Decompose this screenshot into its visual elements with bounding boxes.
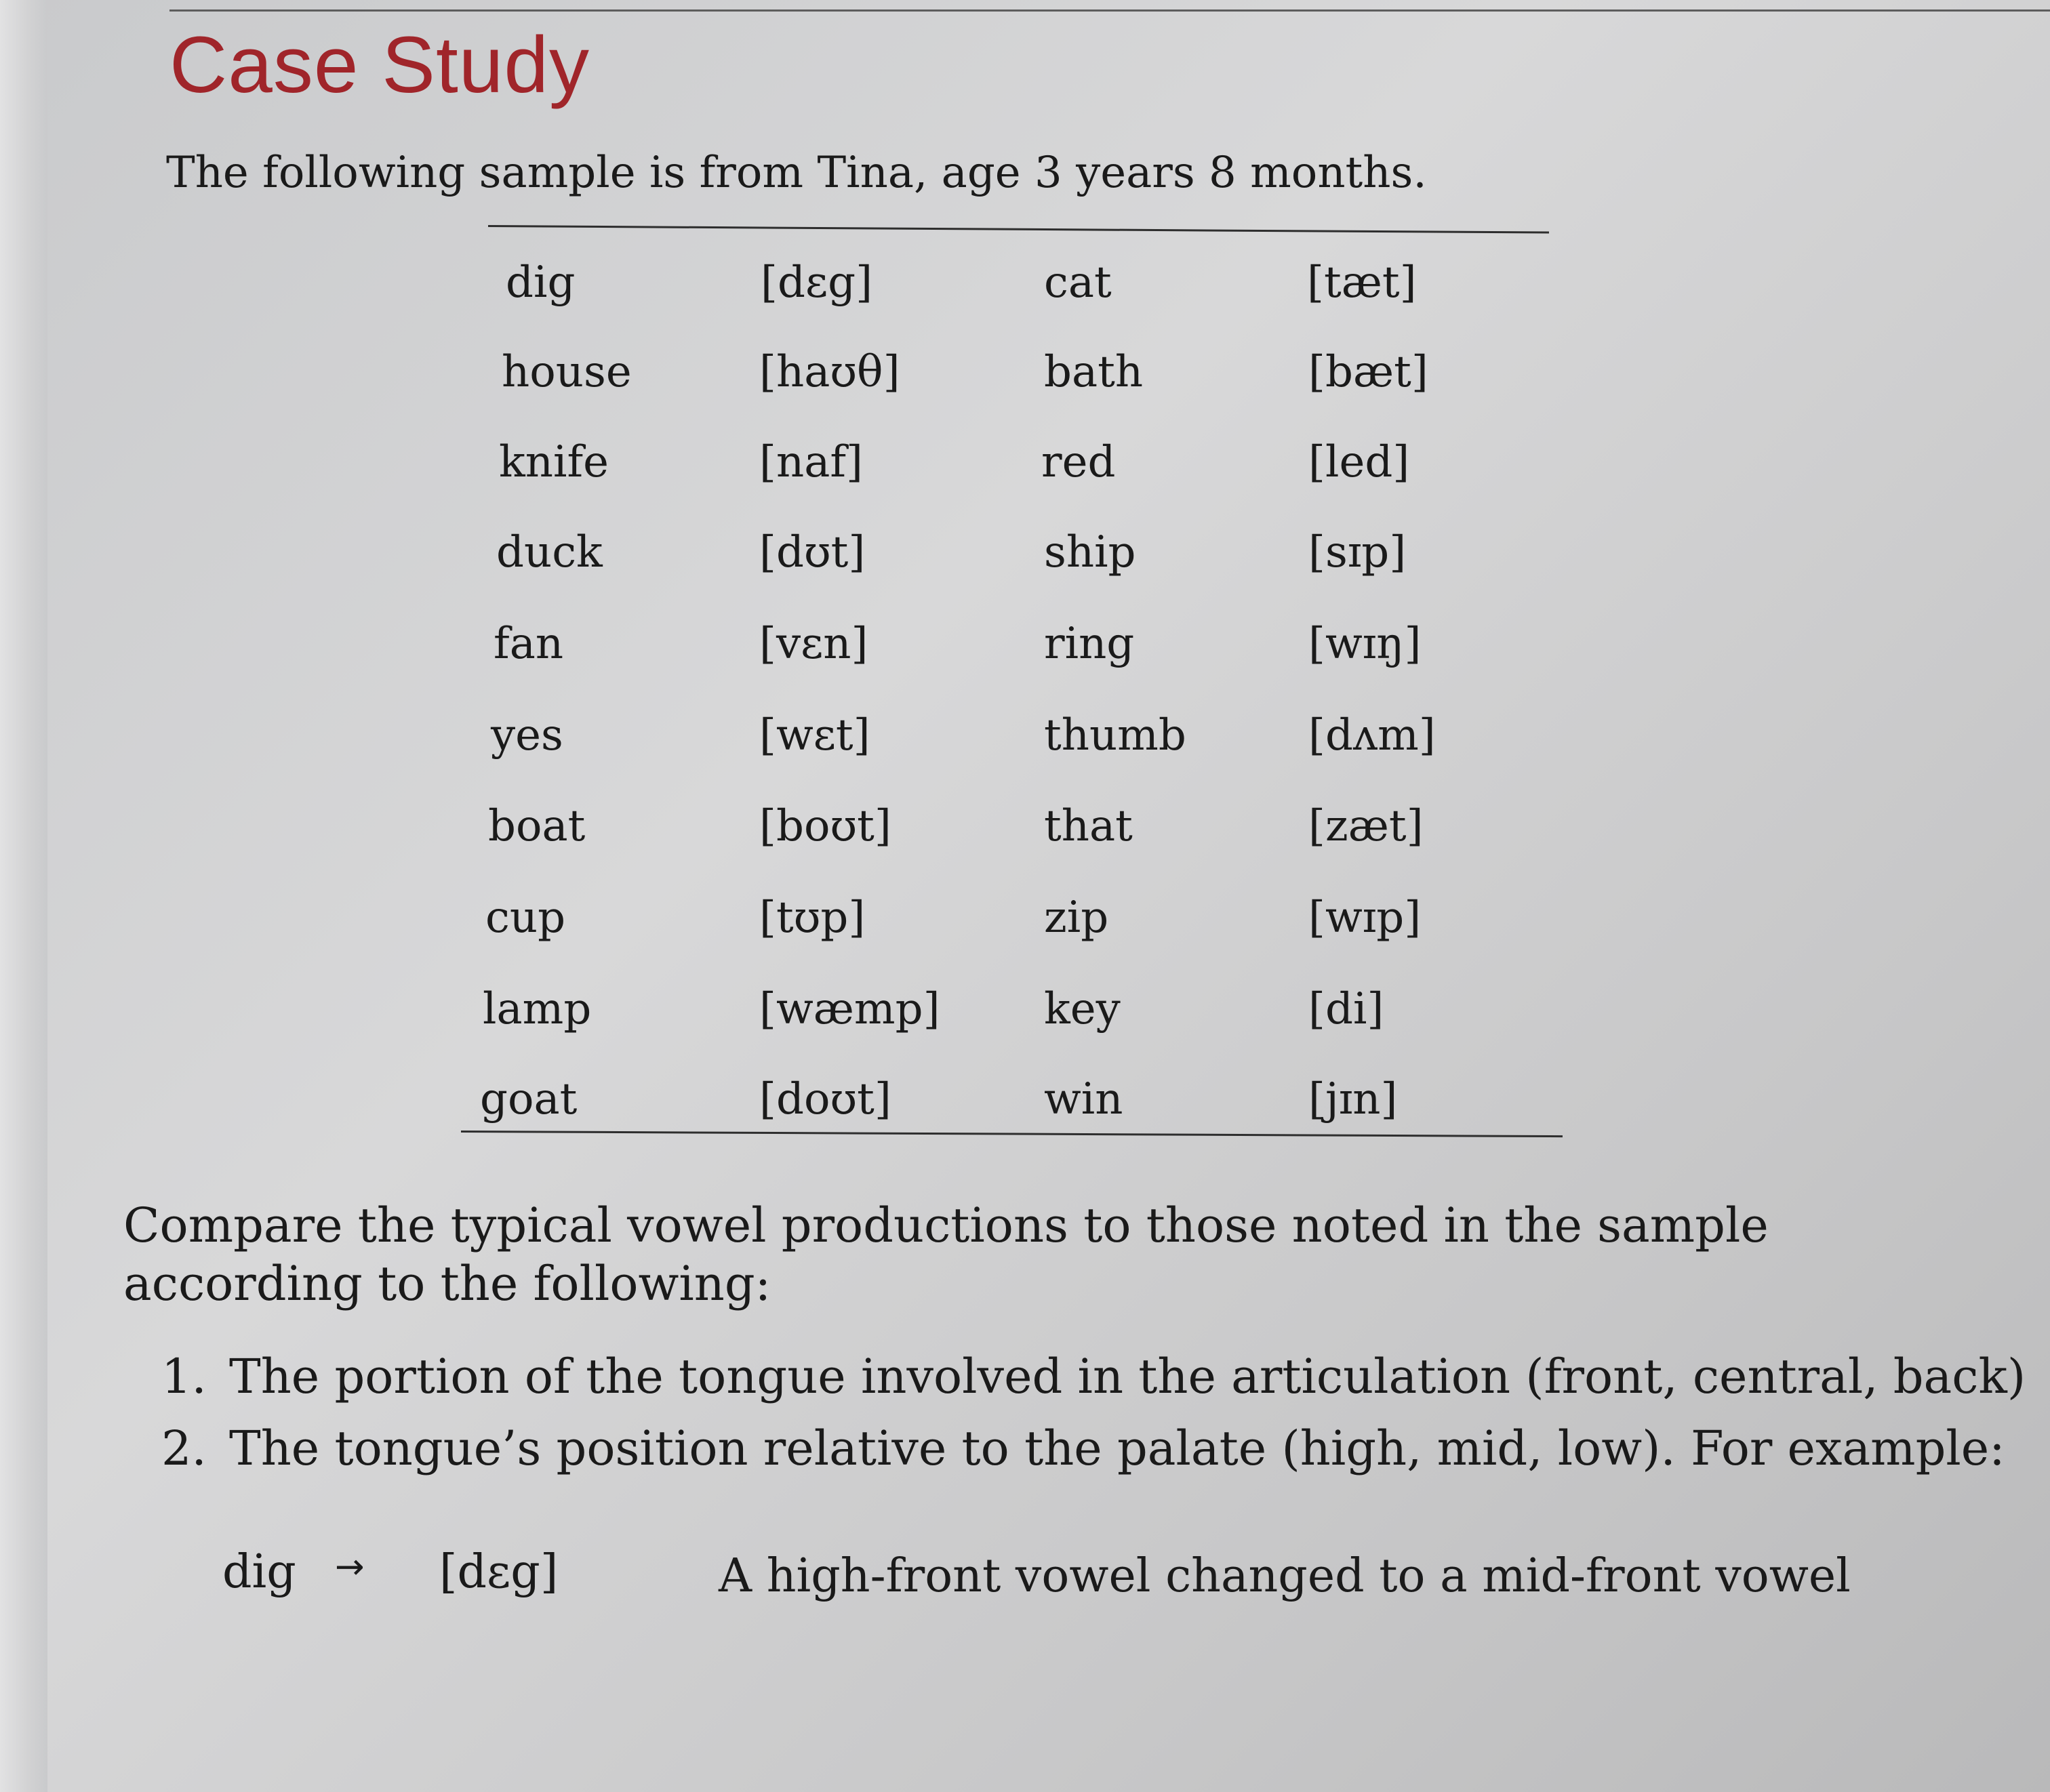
case-study-title: Case Study bbox=[169, 20, 590, 110]
sample-table bbox=[475, 244, 1559, 1124]
table-row bbox=[475, 984, 1559, 1052]
table-row bbox=[475, 619, 1559, 687]
target-word: cat bbox=[1044, 258, 1112, 308]
table-row bbox=[475, 527, 1559, 595]
target-word: red bbox=[1041, 437, 1116, 487]
target-word: that bbox=[1044, 801, 1133, 851]
child-transcription: [tʊp] bbox=[759, 893, 866, 943]
compare-instruction bbox=[123, 1196, 1994, 1313]
child-transcription: [jɪn] bbox=[1308, 1074, 1398, 1124]
example-transcription: [dɛg] bbox=[439, 1545, 559, 1599]
child-transcription: [bæt] bbox=[1308, 347, 1428, 397]
child-transcription: [wɪp] bbox=[1308, 893, 1422, 943]
table-row bbox=[475, 258, 1559, 325]
list-text: The portion of the tongue involved in the articulation (front, central, back) bbox=[229, 1349, 2026, 1404]
table-row bbox=[475, 710, 1559, 778]
target-word: lamp bbox=[483, 984, 592, 1034]
child-transcription: [wɛt] bbox=[759, 710, 870, 760]
target-word: ring bbox=[1044, 619, 1135, 669]
target-word: duck bbox=[496, 527, 603, 577]
target-word: key bbox=[1044, 984, 1121, 1034]
table-row bbox=[475, 347, 1559, 415]
child-transcription: [wɪŋ] bbox=[1308, 619, 1422, 669]
table-row bbox=[475, 801, 1559, 869]
child-transcription: [sɪp] bbox=[1308, 527, 1407, 577]
child-transcription: [boʊt] bbox=[759, 801, 891, 851]
child-transcription: [doʊt] bbox=[759, 1074, 891, 1124]
child-transcription: [vɛn] bbox=[759, 619, 868, 669]
target-word: fan bbox=[494, 619, 564, 669]
target-word: thumb bbox=[1044, 710, 1186, 760]
child-transcription: [zæt] bbox=[1308, 801, 1424, 851]
example-line bbox=[222, 1545, 1985, 1613]
child-transcription: [dʌm] bbox=[1308, 710, 1436, 760]
compare-text: Compare the typical vowel productions to those noted in the sample according to the following: bbox=[123, 1198, 1769, 1311]
target-word: goat bbox=[480, 1074, 578, 1124]
child-transcription: [dɛg] bbox=[761, 258, 873, 308]
top-rule bbox=[169, 9, 2050, 12]
list-number: 1. bbox=[161, 1349, 207, 1404]
child-transcription: [naf] bbox=[759, 437, 863, 487]
target-word: knife bbox=[499, 437, 609, 487]
list-item bbox=[161, 1421, 2019, 1492]
child-transcription: [haʊθ] bbox=[759, 347, 900, 397]
target-word: yes bbox=[491, 710, 563, 760]
target-word: ship bbox=[1044, 527, 1136, 577]
child-transcription: [dʊt] bbox=[759, 527, 866, 577]
table-row bbox=[475, 437, 1559, 505]
example-word: dig bbox=[222, 1545, 296, 1599]
example-description: A high-front vowel changed to a mid-front vowel bbox=[719, 1549, 1851, 1603]
child-transcription: [di] bbox=[1308, 984, 1384, 1034]
child-transcription: [wæmp] bbox=[759, 984, 940, 1034]
target-word: zip bbox=[1044, 893, 1109, 943]
child-transcription: [tæt] bbox=[1307, 258, 1417, 308]
list-text: The tongue’s position relative to the palate (high, mid, low). For example: bbox=[229, 1421, 2005, 1476]
criteria-list bbox=[161, 1349, 2026, 1492]
target-word: house bbox=[502, 347, 632, 397]
target-word: cup bbox=[485, 893, 566, 943]
table-top-rule bbox=[488, 225, 1549, 234]
list-number: 2. bbox=[161, 1421, 207, 1476]
target-word: win bbox=[1044, 1074, 1123, 1124]
child-transcription: [led] bbox=[1308, 437, 1410, 487]
arrow-right-icon: → bbox=[335, 1547, 365, 1587]
list-item bbox=[161, 1349, 2026, 1421]
page-edge bbox=[0, 0, 47, 1792]
target-word: boat bbox=[488, 801, 586, 851]
target-word: bath bbox=[1044, 347, 1144, 397]
table-row bbox=[475, 893, 1559, 960]
target-word: dig bbox=[506, 258, 576, 308]
intro-sentence: The following sample is from Tina, age 3 years 8 months. bbox=[166, 148, 1427, 198]
